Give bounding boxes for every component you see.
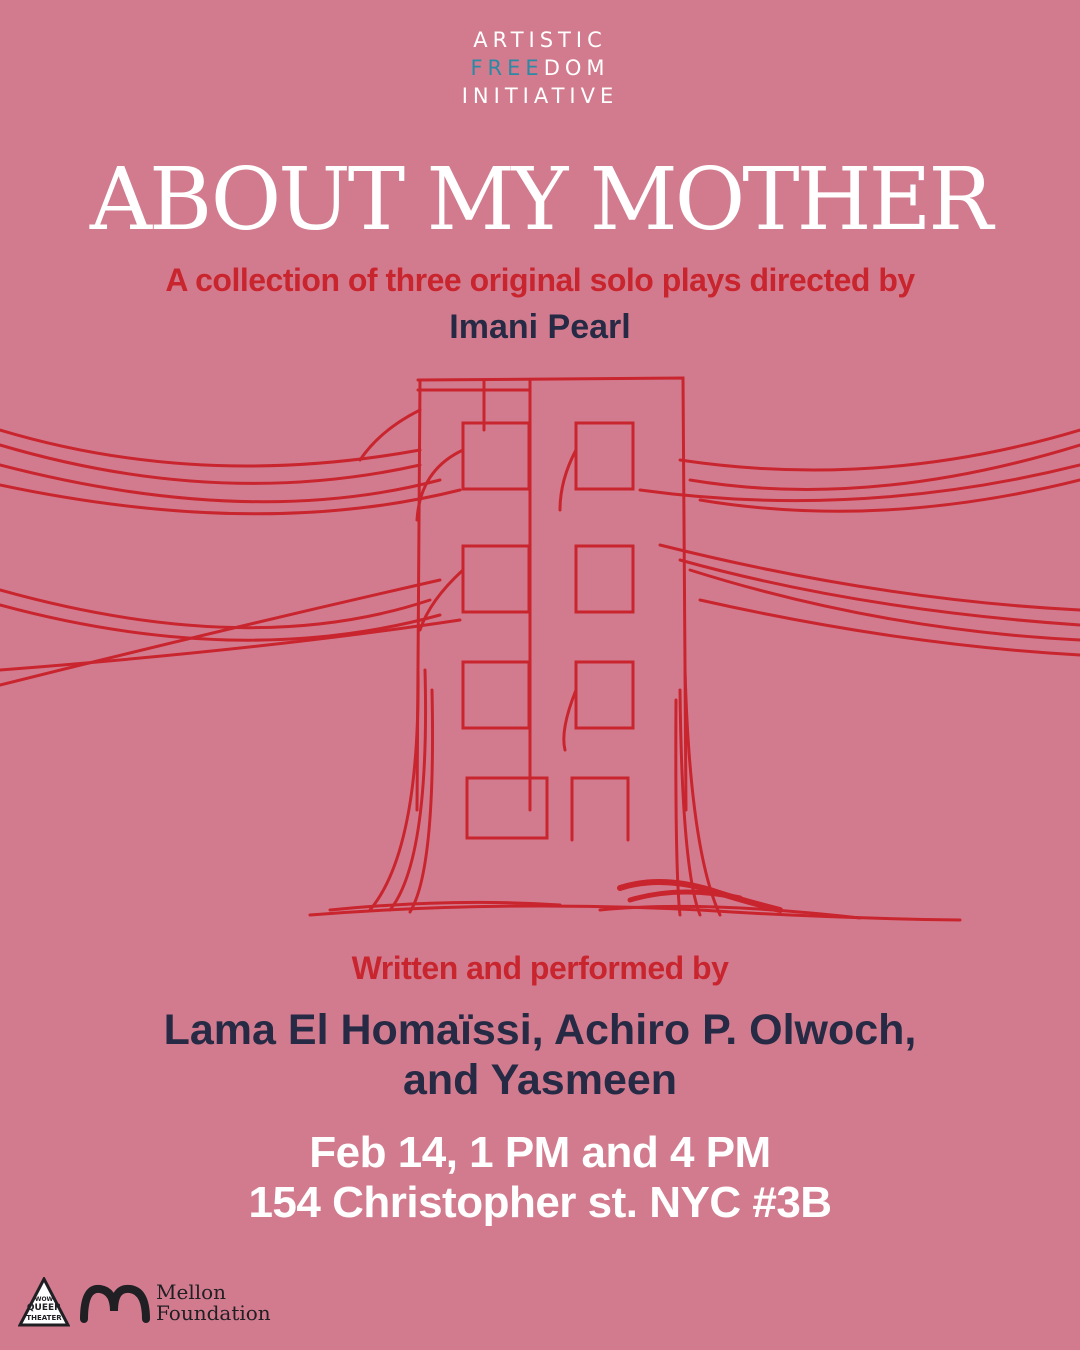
queer-theater-line-1: WOW xyxy=(34,1296,54,1303)
queer-theater-line-2: QUEER xyxy=(26,1303,62,1313)
thread-building-illustration xyxy=(0,370,1080,950)
logo-dom: DOM xyxy=(543,56,610,80)
logo-line-artistic: ARTISTIC xyxy=(473,28,607,52)
mellon-foundation-wordmark xyxy=(156,1282,271,1324)
event-details xyxy=(0,1128,1080,1228)
mellon-line-1: Mellon xyxy=(156,1280,227,1304)
authors-line-1: Lama El Homaïssi, Achiro P. Olwoch, xyxy=(163,1006,917,1054)
queer-theater-line-3: THEATER xyxy=(26,1314,62,1322)
director-name: Imani Pearl xyxy=(449,308,631,346)
poster-subtitle: A collection of three original solo plays directed by xyxy=(165,262,915,298)
mellon-line-2: Foundation xyxy=(156,1301,271,1325)
poster-title: ABOUT MY MOTHER xyxy=(89,150,991,250)
authors-list xyxy=(0,1005,1080,1105)
artistic-freedom-initiative-logo xyxy=(0,26,1080,110)
logo-free-highlight: FREE xyxy=(470,56,544,80)
logo-line-initiative: INITIATIVE xyxy=(461,84,619,108)
event-datetime: Feb 14, 1 PM and 4 PM xyxy=(309,1128,771,1177)
queer-theater-logo xyxy=(18,1277,70,1329)
sponsor-logos xyxy=(18,1275,271,1331)
event-address: 154 Christopher st. NYC #3B xyxy=(248,1178,832,1227)
mellon-m-logo xyxy=(80,1281,150,1325)
written-performed-label: Written and performed by xyxy=(351,950,729,986)
authors-line-2: and Yasmeen xyxy=(402,1056,678,1104)
logo-line-freedom xyxy=(0,54,1080,82)
